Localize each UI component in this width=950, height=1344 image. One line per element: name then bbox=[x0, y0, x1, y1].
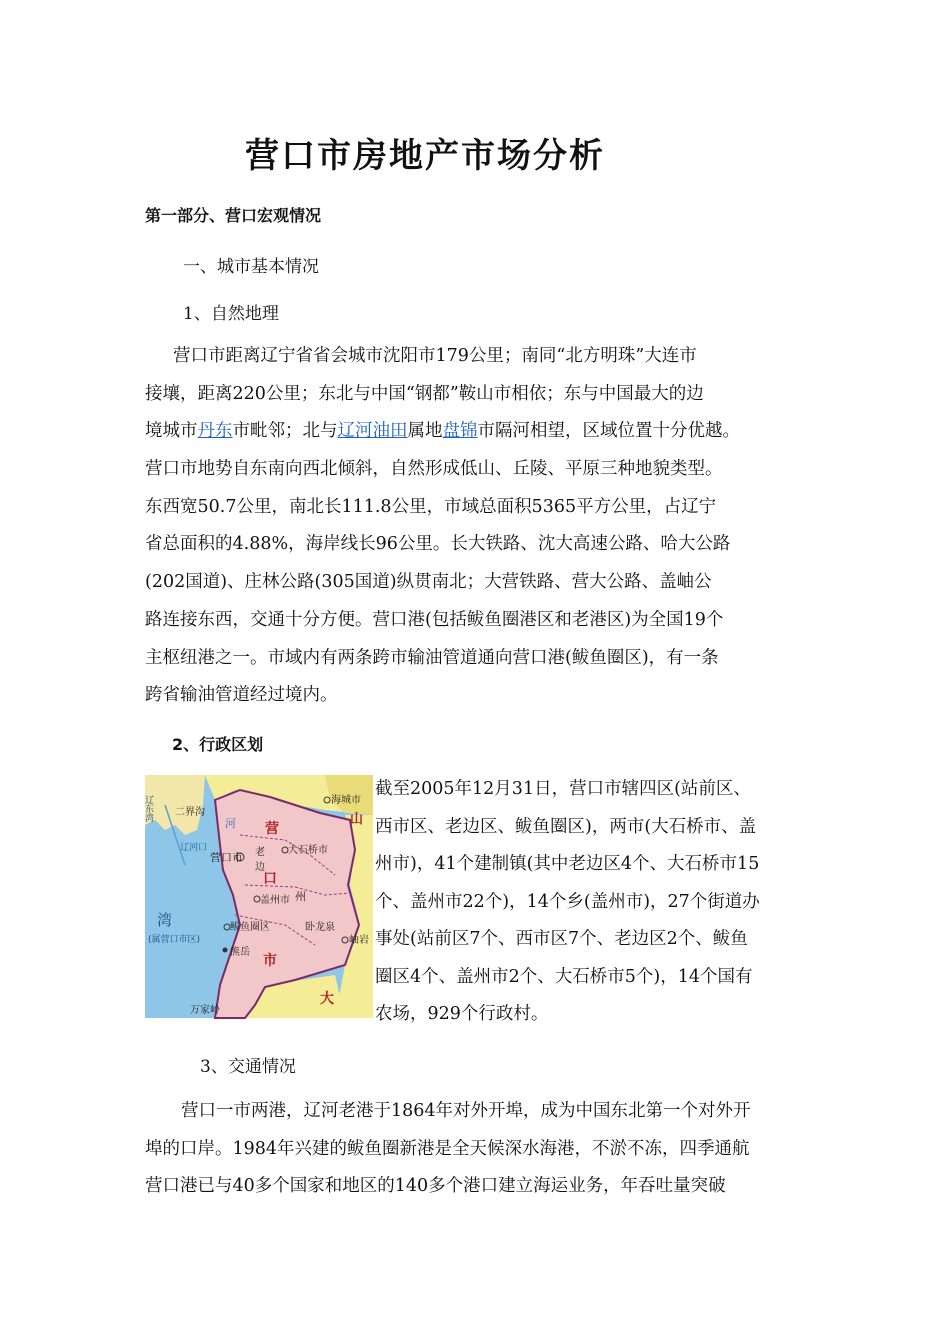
text-line: 主枢纽港之一。市域内有两条跨市输油管道通向营口港(鲅鱼圈区)，有一条 bbox=[145, 647, 719, 668]
paragraph-geography bbox=[145, 338, 825, 715]
text-line: 营口港已与40多个国家和地区的140多个港口建立海运业务，年吞吐量突破 bbox=[145, 1176, 726, 1197]
text-segment: 市隔河相望，区域位置十分优越。 bbox=[477, 421, 740, 442]
text-line: 省总面积的4.88%，海岸线长96公里。长大铁路、沈大高速公路、哈大公路 bbox=[145, 534, 731, 555]
text-segment: 境城市 bbox=[145, 421, 198, 442]
subsection-heading-administration: 2、行政区划 bbox=[172, 735, 264, 754]
map-label-wanjialing: 万家岭 bbox=[190, 1005, 220, 1016]
text-line: 州市)，41个建制镇(其中老边区4个、大石桥市15 bbox=[375, 854, 760, 874]
text-segment: 属地 bbox=[407, 421, 443, 442]
text-line: 营口一市两港，辽河老港于1864年对外开埠，成为中国东北第一个对外开 bbox=[181, 1101, 751, 1121]
link-panjin[interactable]: 盘锦 bbox=[442, 421, 478, 442]
map-label-yingkou-city: 营口市 bbox=[210, 851, 243, 864]
map-label-shan: 山 bbox=[350, 812, 364, 827]
map-label-dashiqiao: 大石桥市 bbox=[288, 845, 328, 856]
map-label-zhou: 州 bbox=[295, 890, 306, 903]
map-label-bian: 边 bbox=[255, 862, 265, 873]
yingkou-map-image bbox=[145, 775, 373, 1018]
link-dandong[interactable]: 丹东 bbox=[197, 421, 233, 442]
text-line: (202国道)、庄林公路(305国道)纵贯南北；大营铁路、营大公路、盖岫公 bbox=[145, 572, 712, 593]
text-line: 跨省输油管道经过境内。 bbox=[145, 685, 338, 706]
map-label-kou: 口 bbox=[263, 871, 277, 887]
map-label-he: 河 bbox=[225, 817, 236, 830]
paragraph-administration bbox=[375, 771, 825, 1034]
link-liaohe-oilfield[interactable]: 辽河油田 bbox=[337, 421, 408, 442]
map-label-erjiezi: 二界沟 bbox=[175, 807, 205, 818]
text-line: 东西宽50.7公里，南北长111.8公里，市域总面积5365平方公里，占辽宁 bbox=[145, 496, 717, 517]
paragraph-transport bbox=[145, 1093, 825, 1206]
text-line: 营口市距离辽宁省省会城市沈阳市179公里；南同“北方明珠”大连市 bbox=[173, 346, 697, 366]
map-label-side: 辽东湾 bbox=[143, 795, 153, 822]
text-line: 截至2005年12月31日，营口市辖四区(站前区、 bbox=[375, 779, 751, 799]
map-label-haicheng: 海城市 bbox=[331, 795, 361, 806]
text-line: 西市区、老边区、鲅鱼圈区)，两市(大石桥市、盖 bbox=[375, 816, 757, 837]
map-label-liaohekou: 辽河口 bbox=[180, 843, 208, 853]
text-line bbox=[145, 413, 825, 451]
text-line: 圈区4个、盖州市2个、大石桥市5个)，14个国有 bbox=[375, 966, 753, 987]
text-line: 路连接东西，交通十分方便。营口港(包括鲅鱼圈港区和老港区)为全国19个 bbox=[145, 609, 724, 630]
text-line: 埠的口岸。1984年兴建的鲅鱼圈新港是全天候深水海港，不淤不冻，四季通航 bbox=[145, 1138, 750, 1159]
text-line: 农场，929个行政村。 bbox=[375, 1004, 549, 1024]
subsection-heading-transport: 3、交通情况 bbox=[200, 1057, 296, 1077]
text-line: 个、盖州市22个)，14个乡(盖州市)，27个街道办 bbox=[375, 891, 760, 912]
subsection-heading-geography: 1、自然地理 bbox=[183, 304, 279, 324]
map-label-lao: 老 bbox=[255, 847, 265, 858]
map-label-xiongyue: 熊岳 bbox=[230, 947, 250, 958]
map-label-ying: 营 bbox=[265, 821, 279, 837]
map-label-xiuyan: 岫岩 bbox=[349, 935, 369, 946]
section-heading: 一、城市基本情况 bbox=[183, 257, 319, 277]
map-label-gaizhou: 盖州市 bbox=[260, 895, 290, 906]
document-title: 营口市房地产市场分析 bbox=[245, 136, 605, 176]
text-line: 接壤，距离220公里；东北与中国“钢都”鞍山市相依；东与中国最大的边 bbox=[145, 383, 704, 404]
map-label-bay: 湾 bbox=[157, 911, 173, 929]
map-label-bayuquan: 鲅鱼圈区 bbox=[230, 922, 270, 933]
map-label-shuyu: (属营口市区) bbox=[148, 935, 201, 945]
map-label-wolonghu: 卧龙泉 bbox=[305, 922, 335, 933]
part-heading: 第一部分、营口宏观情况 bbox=[145, 206, 322, 225]
text-line: 事处(站前区7个、西市区7个、老边区2个、鲅鱼 bbox=[375, 929, 748, 949]
map-label-shi: 市 bbox=[263, 953, 277, 969]
text-segment: 市毗邻；北与 bbox=[232, 421, 338, 442]
text-line: 营口市地势自东南向西北倾斜，自然形成低山、丘陵、平原三种地貌类型。 bbox=[145, 459, 723, 480]
map-label-da: 大 bbox=[320, 991, 334, 1007]
